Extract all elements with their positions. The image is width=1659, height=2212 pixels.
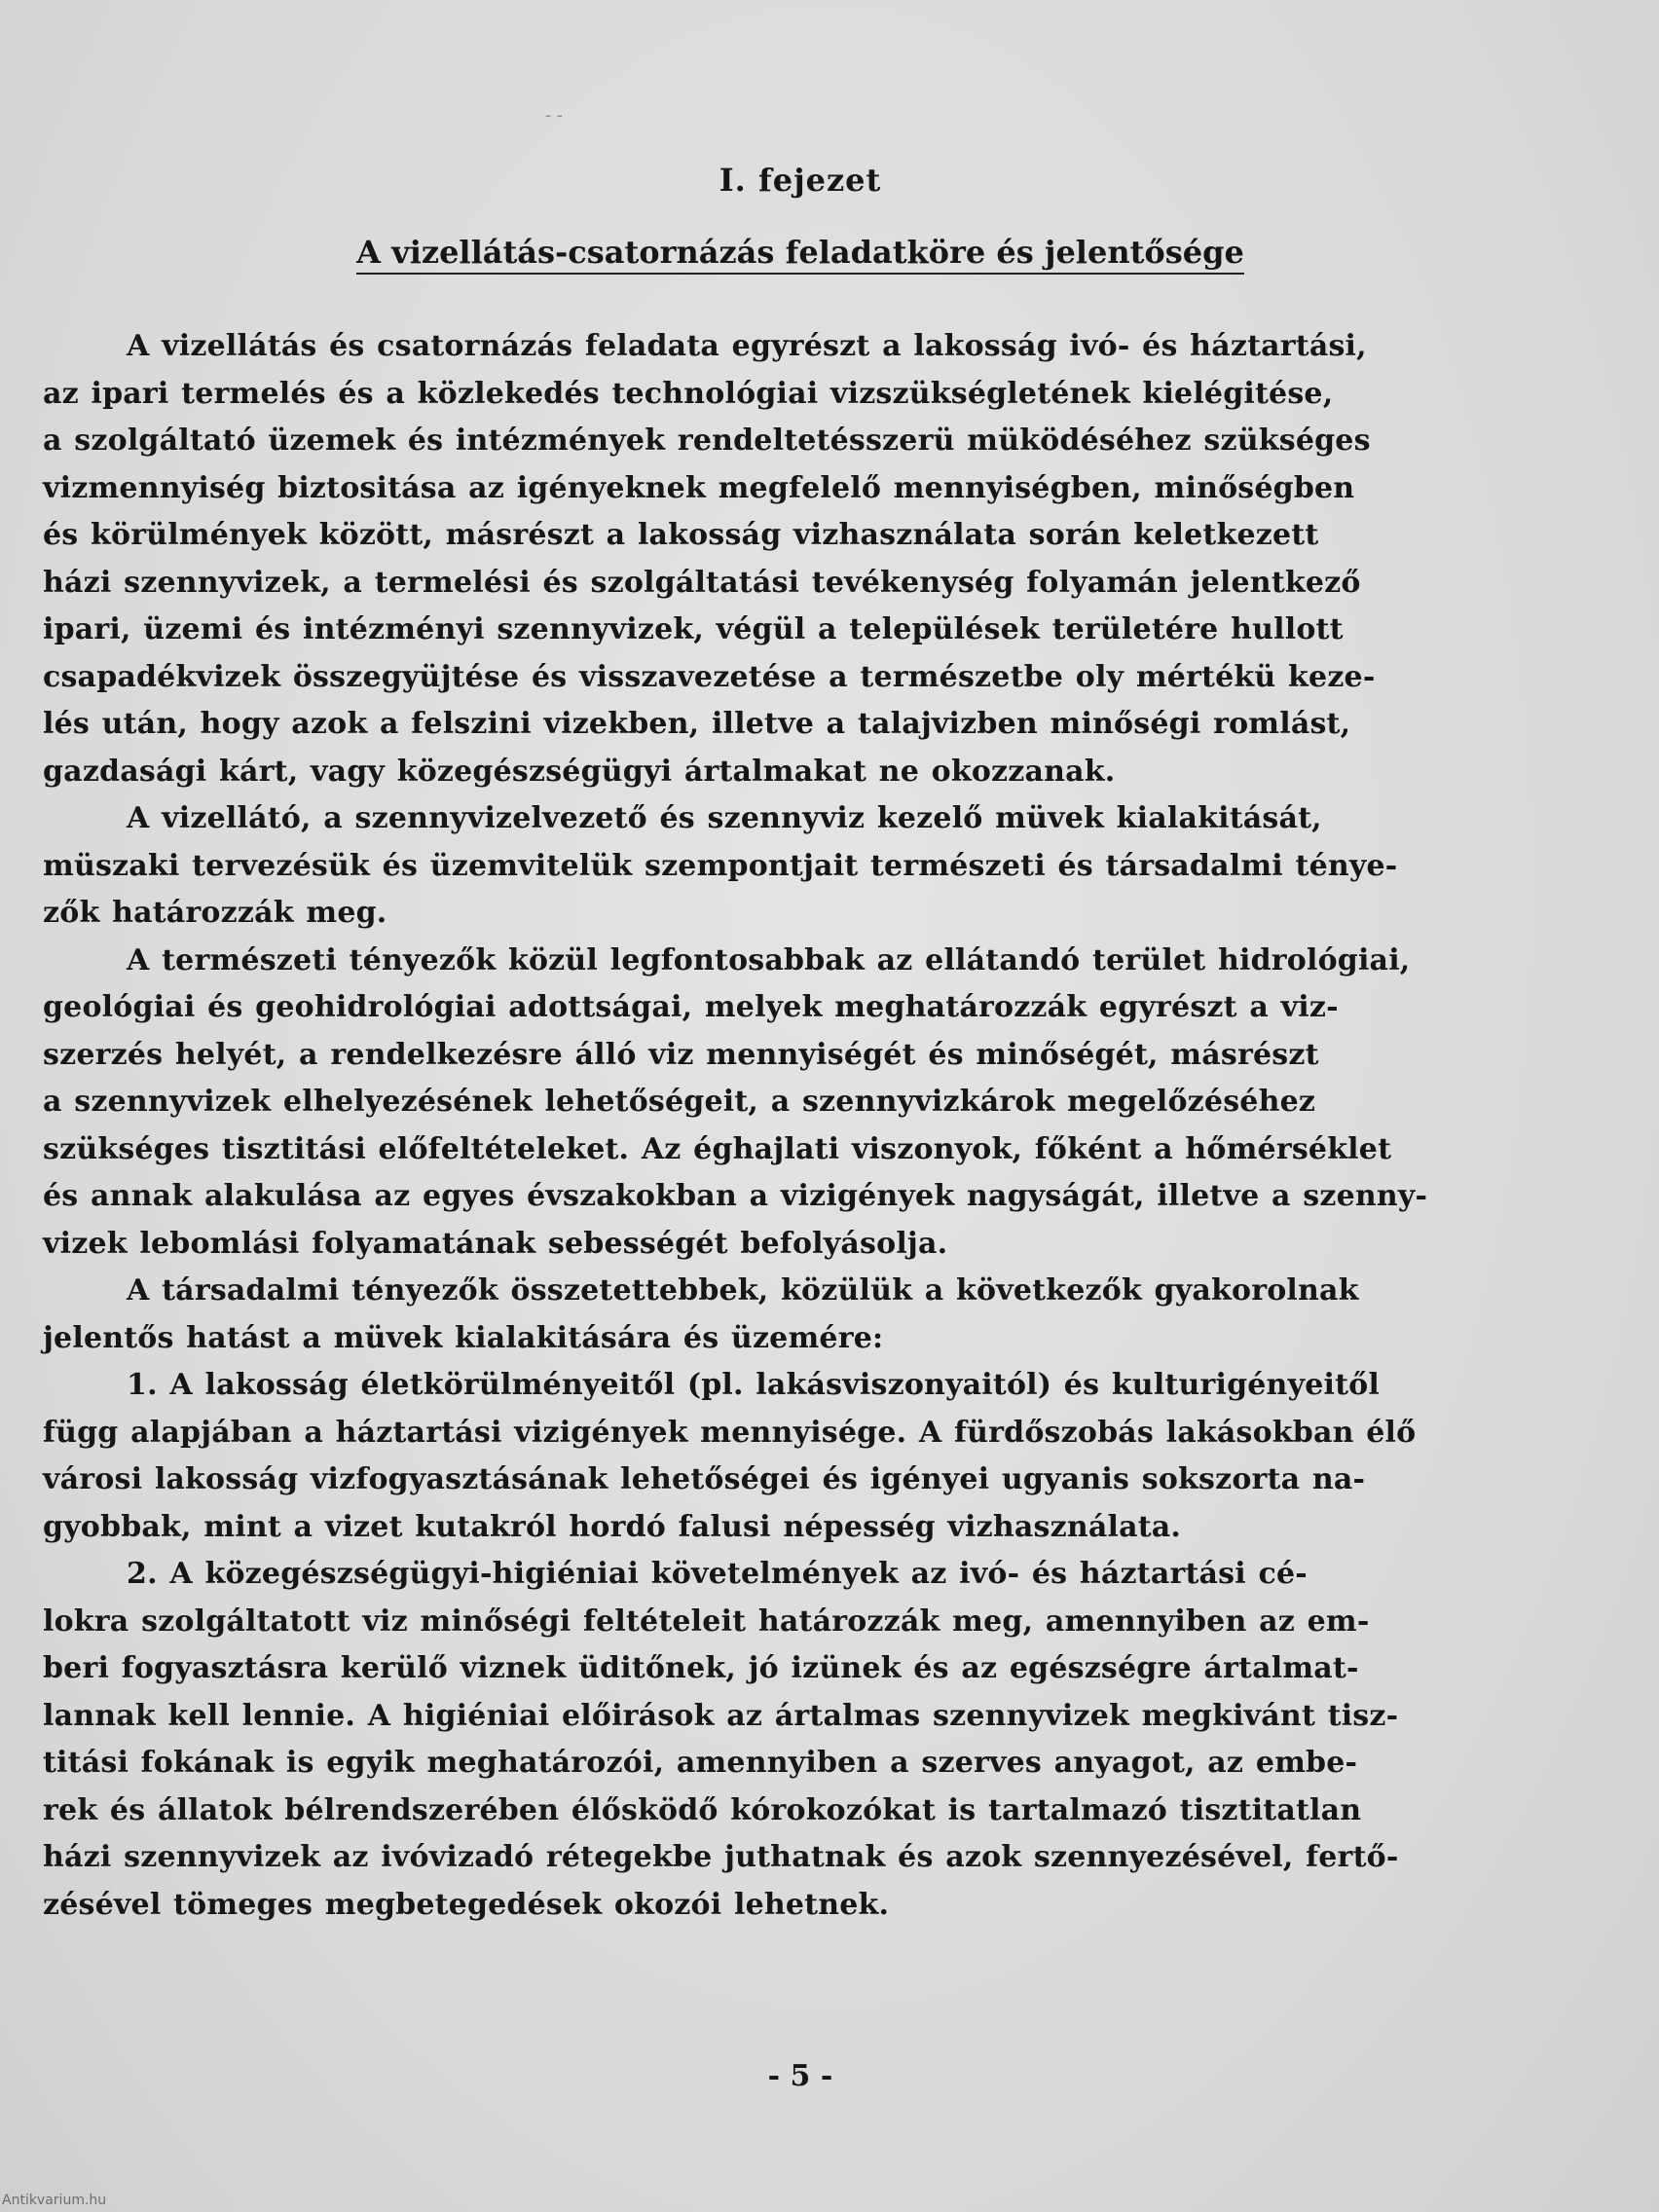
text-line: lannak kell lennie. A higiéniai előirások az ártalmas szennyvizek megkivánt tisz-: [43, 1698, 1399, 1733]
text-line: A társadalmi tényezők összetettebbek, közülük a következők gyakorolnak: [127, 1273, 1359, 1308]
text-line: csapadékvizek összegyüjtése és visszavezetése a természetbe oly mértékü keze-: [43, 659, 1376, 694]
chapter-title: [0, 234, 1601, 271]
body-text: [43, 323, 1571, 1929]
text-line: gazdasági kárt, vagy közegészségügyi ártalmakat ne okozzanak.: [43, 754, 1116, 789]
text-line: házi szennyvizek, a termelési és szolgáltatási tevékenység folyamán jelentkező: [43, 565, 1361, 600]
text-line: ipari, üzemi és intézményi szennyvizek, végül a települések területére hullott: [43, 612, 1344, 646]
chapter-number: I. fejezet: [719, 162, 882, 199]
text-line: és körülmények között, másrészt a lakosság vizhasználata során keletkezett: [43, 518, 1319, 552]
text-line: 1. A lakosság életkörülményeitől (pl. lakásviszonyaitól) és kulturigényeitől: [127, 1368, 1380, 1402]
text-line: gyobbak, mint a vizet kutakról hordó falusi népesség vizhasználata.: [43, 1509, 1182, 1544]
text-line: zésével tömeges megbetegedések okozói lehetnek.: [43, 1887, 890, 1922]
text-line: A természeti tényezők közül legfontosabbak az ellátandó terület hidrológiai,: [127, 942, 1411, 977]
text-line: szerzés helyét, a rendelkezésre álló viz mennyiségét és minőségét, másrészt: [43, 1037, 1319, 1072]
chapter-title-text: A vizellátás-csatornázás feladatköre és jelentősége: [356, 234, 1244, 275]
text-line: jelentős hatást a müvek kialakitására és üzemére:: [43, 1320, 884, 1355]
header-mark: - -: [545, 105, 563, 126]
watermark: Antikvarium.hu: [2, 2193, 107, 2208]
text-line: A vizellátás és csatornázás feladata egyrészt a lakosság ivó- és háztartási,: [127, 329, 1367, 363]
text-line: titási fokának is egyik meghatározói, amennyiben a szerves anyagot, az embe-: [43, 1746, 1358, 1780]
text-line: lokra szolgáltatott viz minőségi feltételeit határozzák meg, amennyiben az em-: [43, 1604, 1370, 1639]
text-line: és annak alakulása az egyes évszakokban a vizigények nagyságát, illetve a szenny-: [43, 1179, 1428, 1213]
text-line: 2. A közegészségügyi-higiéniai követelmények az ivó- és háztartási cé-: [127, 1557, 1308, 1591]
text-line: geológiai és geohidrológiai adottságai, melyek meghatározzák egyrészt a viz-: [43, 990, 1339, 1024]
text-line: A vizellátó, a szennyvizelvezető és szennyviz kezelő müvek kialakitását,: [127, 801, 1322, 835]
text-line: zők határozzák meg.: [43, 896, 387, 930]
text-line: lés után, hogy azok a felszini vizekben, illetve a talajvizben minőségi romlást,: [43, 707, 1351, 741]
text-line: a szennyvizek elhelyezésének lehetőségeit, a szennyvizkárok megelőzéséhez: [43, 1085, 1316, 1119]
text-line: beri fogyasztásra kerülő viznek üditőnek, jó izünek és az egészségre ártalmat-: [43, 1651, 1359, 1685]
text-line: vizmennyiség biztositása az igényeknek megfelelő mennyiségben, minőségben: [43, 470, 1355, 505]
text-line: házi szennyvizek az ivóvizadó rétegekbe juthatnak és azok szennyezésével, fertő-: [43, 1840, 1399, 1874]
text-line: szükséges tisztitási előfeltételeket. Az éghajlati viszonyok, főként a hőmérséklet: [43, 1131, 1392, 1166]
text-line: városi lakosság vizfogyasztásának lehetőségei és igényei ugyanis sokszorta na-: [43, 1462, 1366, 1496]
page-number: - 5 -: [767, 2059, 833, 2093]
text-line: müszaki tervezésük és üzemvitelük szempontjait természeti és társadalmi ténye-: [43, 848, 1398, 883]
text-line: az ipari termelés és a közlekedés technológiai vizszükségletének kielégitése,: [43, 376, 1334, 411]
text-line: rek és állatok bélrendszerében élősködő kórokozókat is tartalmazó tisztitatlan: [43, 1792, 1362, 1827]
text-line: függ alapjában a háztartási vizigények mennyisége. A fürdőszobás lakásokban élő: [43, 1415, 1417, 1450]
text-line: vizek lebomlási folyamatának sebességét befolyásolja.: [43, 1226, 948, 1261]
text-line: a szolgáltató üzemek és intézmények rendeltetésszerü müködéséhez szükséges: [43, 424, 1371, 458]
